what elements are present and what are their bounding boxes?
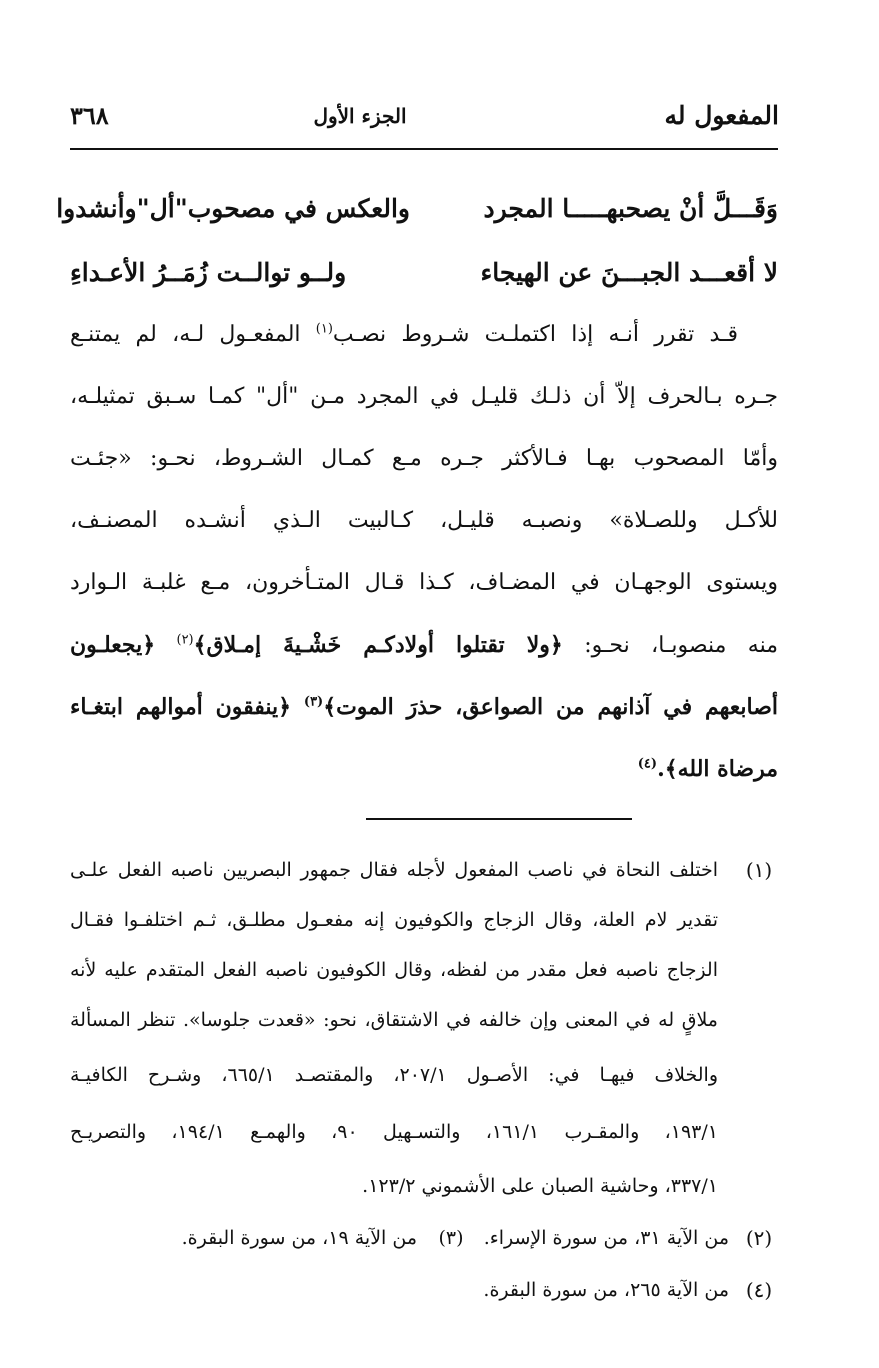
body-line [70,312,738,358]
verse-line [56,186,778,232]
page-number: ٣٦٨ [70,101,109,130]
part-label: الجزء الأول [313,104,407,128]
body-line [70,684,778,730]
body-line: للأكـل وللصـلاة» ونصبـه قليـل، كـالبيت الـذي أنشـده المصنـف، [70,508,778,533]
body-line: وأمّا المصحوب بهـا فـالأكثر جـره مـع كمـال الشـروط، نحـو: «جئـت [70,446,778,471]
verse-first-hemistich: وَقَـــلَّ أنْ يصحبهـــــا المجرد [483,194,778,223]
footnote-ref[interactable]: (١) [315,321,333,337]
quran-quote: مرضاة الله﴾. [657,756,778,782]
footnote-line: ٣٣٧/١، وحاشية الصبان على الأشموني ١٢٣/٢. [362,1175,718,1197]
body-line: ويستوى الوجهـان في المضـاف، كـذا قـال المتـأخرون، مـع غلبـة الـوارد [70,570,778,595]
footnote-line: تقدير لام العلة، وقال الزجاج والكوفيون إنه مفعـول مطلـق، ثـم اختلفـوا فقـال [70,909,718,931]
verse-first-hemistich: لا أقعـــد الجبـــنَ عن الهيجاء [480,258,778,287]
footnote-number: (٢) [745,1226,773,1250]
footnote-line: ١٩٣/١، والمقـرب ١٦١/١، والتسـهيل ٩٠، والهمـع ١٩٤/١، والتصريـح [70,1121,718,1143]
footnote-ref[interactable]: (٣) [303,694,324,710]
footnote-separator [366,818,632,820]
body-text: منه منصوبـا، نحـو: [584,633,778,658]
footnote-text: من الآية ٣١، من سورة الإسراء. [483,1227,729,1249]
verse-second-hemistich: والعكس في مصحوب"أل"وأنشدوا [56,194,410,223]
footnote-line: والخلاف فيهـا في: الأصـول ٢٠٧/١، والمقتصـد ٦٦٥/١، وشـرح الكافيـة [70,1064,718,1086]
footnote-number: (٤) [745,1278,773,1302]
footnote-line: الزجاج ناصبه فعل مقدر من لفظه، وقال الكوفيون ناصبه الفعل المتقدم عليه لأنه [70,959,718,981]
footnote-line: ملاقٍ له في المعنى وإن خالفه في الاشتقاق، نحو: «قعدت جلوسا». تنظر المسألة [70,1009,718,1031]
body-text: المفعـول لـه، لم يمتنـع [70,322,301,347]
verse-second-hemistich: ولــو توالــت زُمَــرُ الأعـداءِ [70,258,347,287]
quran-quote: ﴿ولا تقتلوا أولادكـم خَشْـيةَ إمـلاق﴾ [193,632,563,658]
footnote-ref[interactable]: (٢) [176,632,194,648]
verse-line [70,250,778,296]
footnote-number: (٣) [438,1227,464,1249]
body-line [70,746,778,792]
footnote-number: (١) [745,858,773,882]
body-text: قـد تقرر أنـه إذا اكتملـت شـروط نصـب [332,322,738,347]
quran-quote: أصابعهم في آذانهم من الصواعق، حذرَ الموت﴾ [323,694,778,720]
body-line [70,622,778,668]
chapter-title: المفعول له [664,101,779,130]
quran-quote: ﴿ينفقون أموالهم ابتغـاء [70,694,292,720]
body-line: جـره بـالحرف إلاّ أن ذلـك قليـل في المجرد مـن "أل" كمـا سـبق تمثيلـه، [70,384,778,409]
footnote-text: من الآية ١٩، من سورة البقرة. [181,1227,417,1249]
footnote-ref[interactable]: (٤) [637,756,658,772]
footnote-line: اختلف النحاة في ناصب المفعول لأجله فقال جمهور البصريين ناصبه الفعل علـى [70,859,718,881]
footnote-text: من الآية ٢٦٥، من سورة البقرة. [483,1279,729,1301]
header-rule [70,148,778,150]
quran-quote: ﴿يجعلـون [70,632,156,658]
